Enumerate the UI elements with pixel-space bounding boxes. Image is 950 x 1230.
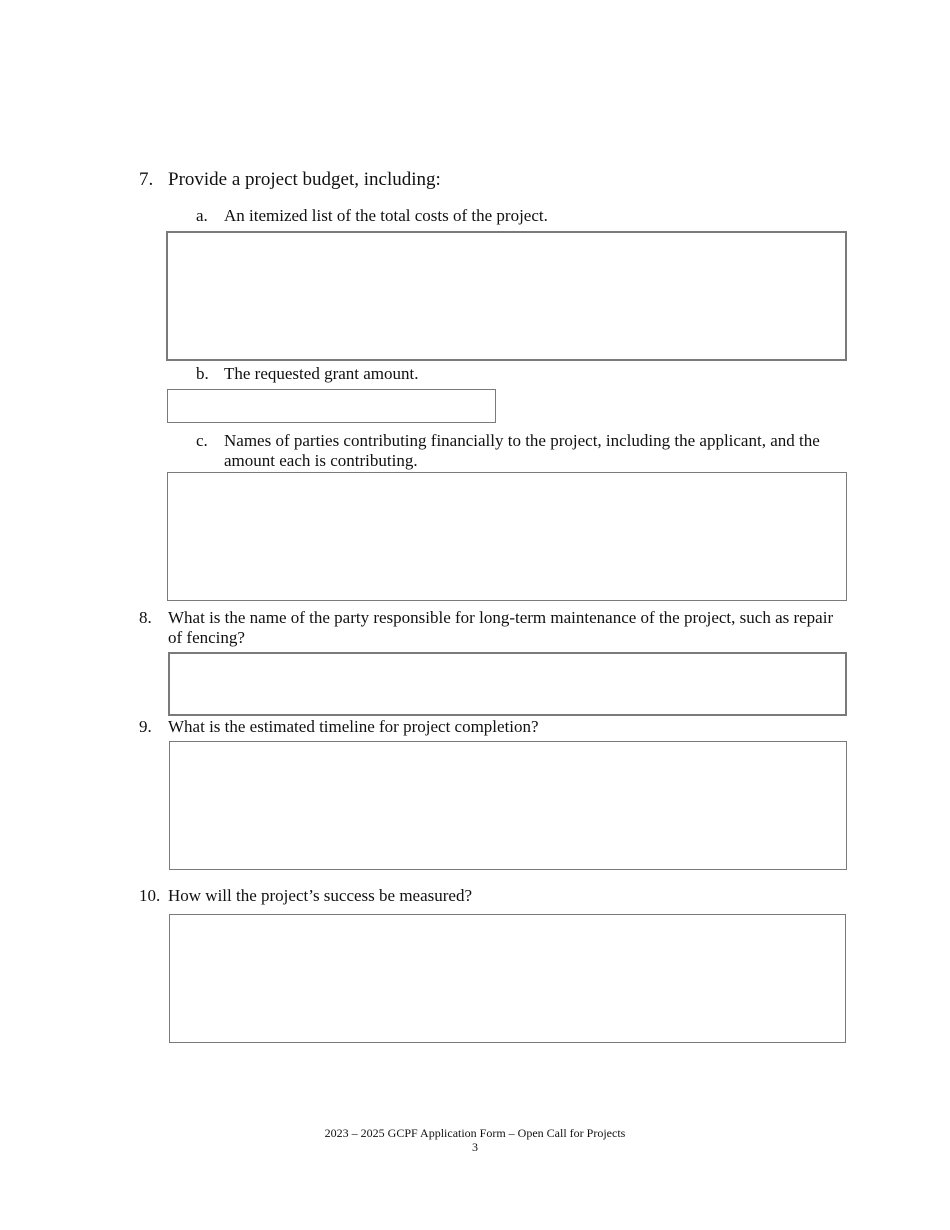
item-7a-text: An itemized list of the total costs of the project.: [224, 206, 548, 225]
question-9-number: 9.: [139, 717, 152, 736]
success-measure-field[interactable]: [169, 914, 846, 1043]
question-8-text-line2: of fencing?: [168, 628, 245, 647]
footer-title: 2023 – 2025 GCPF Application Form – Open Call for Projects: [324, 1126, 626, 1140]
question-7-text: Provide a project budget, including:: [168, 169, 441, 190]
question-8-number: 8.: [139, 608, 152, 627]
item-7a-marker: a.: [196, 206, 208, 225]
contributing-parties-field[interactable]: [167, 472, 847, 601]
item-7c-text-line1: Names of parties contributing financially to the project, including the applicant, and the: [224, 431, 820, 450]
item-7b-text: The requested grant amount.: [224, 364, 419, 383]
question-10-number: 10.: [139, 886, 161, 905]
item-7c-text-line2: amount each is contributing.: [224, 451, 418, 470]
grant-amount-field[interactable]: [167, 389, 496, 423]
question-9-text: What is the estimated timeline for project completion?: [168, 717, 539, 736]
item-7c-marker: c.: [196, 431, 208, 450]
maintenance-party-field[interactable]: [168, 652, 847, 716]
question-7-number: 7.: [139, 169, 154, 190]
question-10-text: How will the project’s success be measured?: [168, 886, 473, 905]
question-8-text-line1: What is the name of the party responsible for long-term maintenance of the project, such as repair: [168, 608, 834, 627]
page-number: 3: [472, 1140, 478, 1154]
item-7b-marker: b.: [196, 364, 209, 383]
itemized-costs-field[interactable]: [166, 231, 847, 361]
timeline-field[interactable]: [169, 741, 847, 870]
